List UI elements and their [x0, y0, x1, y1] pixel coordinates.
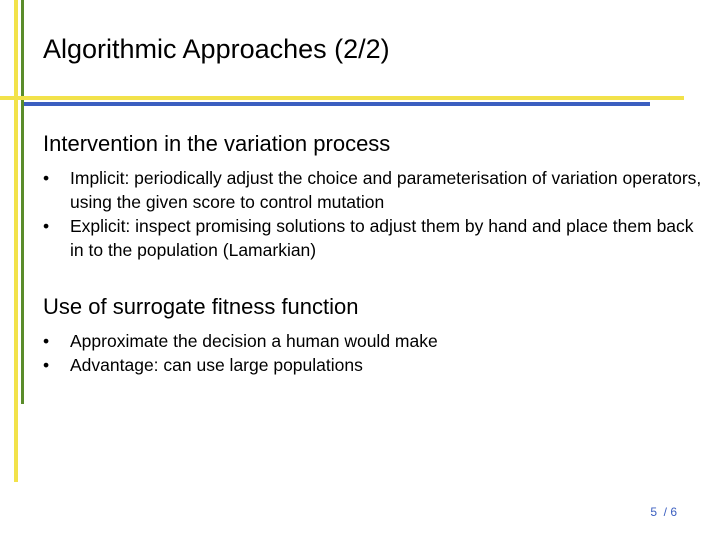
- list-item: [43, 353, 703, 377]
- list-item-text: Approximate the decision a human would make: [70, 331, 438, 351]
- slide-title: Algorithmic Approaches (2/2): [43, 34, 390, 64]
- list-item-text: Advantage: can use large populations: [70, 355, 363, 375]
- bullet-list: [43, 166, 703, 262]
- section-heading: Intervention in the variation process: [43, 131, 391, 156]
- bullet-list: [43, 329, 703, 377]
- list-item: [43, 329, 703, 353]
- decorative-horizontal-bar-blue: [24, 102, 650, 106]
- bullet-icon: •: [43, 355, 50, 375]
- bullet-icon: •: [43, 216, 50, 236]
- list-item-text: Implicit: periodically adjust the choice and parameterisation of variation operators, using the given score to control mutation: [70, 168, 702, 212]
- page-number: 5 / 6: [650, 505, 677, 519]
- section-surrogate-fitness: [43, 294, 703, 377]
- list-item: [43, 214, 703, 262]
- decorative-horizontal-bar-yellow: [0, 96, 684, 100]
- section-variation-process: [43, 131, 703, 262]
- list-item-text: Explicit: inspect promising solutions to adjust them by hand and place them back in to the population (Lamarkian): [70, 216, 694, 260]
- section-heading: Use of surrogate fitness function: [43, 294, 359, 319]
- bullet-icon: •: [43, 331, 50, 351]
- decorative-vertical-bar-yellow: [14, 0, 18, 482]
- bullet-icon: •: [43, 168, 50, 188]
- list-item: [43, 166, 703, 214]
- decorative-vertical-bar-green: [21, 0, 24, 404]
